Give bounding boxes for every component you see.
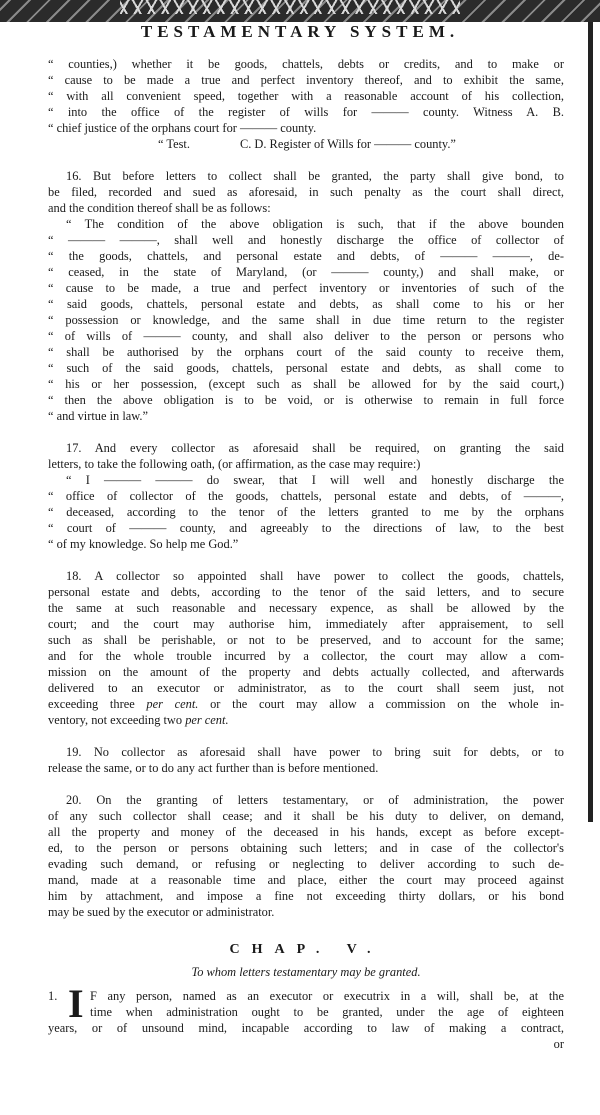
- text-line: “ into the office of the register of wills for ——— county. Witness A. B.: [48, 105, 564, 119]
- text-run: exceeding three: [48, 697, 147, 711]
- text-line: “ his or her possession, (except such as shall be allowed for by the said court,): [48, 377, 564, 391]
- text-line: “ shall be authorised by the orphans court of the said county to receive them,: [48, 345, 564, 359]
- drop-cap: I: [68, 981, 84, 1026]
- text-line: 18. A collector so appointed shall have power to collect the goods, chattels,: [66, 569, 564, 583]
- section-18: [48, 568, 564, 728]
- text-line: “ counties,) whether it be goods, chattels, debts or credits, and to make or: [48, 57, 564, 71]
- text-line: 17. And every collector as aforesaid shall be required, on granting the said: [66, 441, 564, 455]
- section-number: 1.: [48, 989, 58, 1003]
- text-line: and the condition thereof shall be as follows:: [48, 201, 271, 215]
- text-line: “ I ——— ——— do swear, that I will well and honestly discharge the: [66, 473, 564, 487]
- text-line: ed, to the person or persons obtaining such letters; and in case of the collector's: [48, 841, 564, 855]
- text-line: “ such of the said goods, chattels, personal estate and debts, as shall come to: [48, 361, 564, 375]
- text-line: such as shall be perishable, or not to be preserved, and to account for the same;: [48, 633, 564, 647]
- text-line: 16. But before letters to collect shall be granted, the party shall give bond, to: [66, 169, 564, 183]
- chapter-5-section-1: [48, 981, 564, 1036]
- text-line: “ ceased, in the state of Maryland, (or ——— county,) and shall make, or: [48, 265, 564, 279]
- text-line: “ then the above obligation is to be void, or is otherwise to remain in full force: [48, 393, 564, 407]
- text-line: “ with all convenient speed, together with a reasonable account of his collection,: [48, 89, 564, 103]
- continuation-block: [48, 56, 564, 152]
- text-line: and for the whole trouble incurred by a collector, the court may allow a com-: [48, 649, 564, 663]
- text-line: 20. On the granting of letters testamentary, or of administration, the power: [66, 793, 564, 807]
- text-line: “ court of ——— county, and agreeably to the directions of law, to the best: [48, 521, 564, 535]
- text-line: the same at such reasonable and necessary expence, as shall be allowed by the: [48, 601, 564, 615]
- section-16: [48, 168, 564, 424]
- page-body: [48, 56, 564, 1052]
- text-line: “ possession or knowledge, and the same shall in due time return to the register: [48, 313, 564, 327]
- text-line: may be sued by the executor or administrator.: [48, 905, 275, 919]
- text-run: or the court may allow a commission on the whole in-: [198, 697, 564, 711]
- text-line: F any person, named as an executor or executrix in a will, shall be, at the: [90, 989, 564, 1003]
- text-line: “ of wills of ——— county, and shall also deliver to the person or persons who: [48, 329, 564, 343]
- text-line: “ ——— ———, shall well and honestly discharge the office of collector of: [48, 233, 564, 247]
- text-line: mand, made at a reasonable time and place, either the court may proceed against: [48, 873, 564, 887]
- running-head: TESTAMENTARY SYSTEM.: [140, 22, 460, 41]
- text-line: 19. No collector as aforesaid shall have power to bring suit for debts, or to: [66, 745, 564, 759]
- text-line: “ cause to be made, a true and perfect inventory or inventories of such of the: [48, 281, 564, 295]
- italic-run: per cent.: [146, 697, 199, 711]
- text-line: “ of my knowledge. So help me God.”: [48, 537, 239, 551]
- text-line: letters, to take the following oath, (or affirmation, as the case may require:): [48, 457, 421, 471]
- text-line: him by attachment, and impose a fine not exceeding thirty dollars, or his bond: [48, 889, 564, 903]
- text-line: all the property and money of the deceased in his hands, except as before except-: [48, 825, 564, 839]
- text-line: release the same, or to do any act further than is before mentioned.: [48, 761, 379, 775]
- test-label: “ Test.: [158, 137, 190, 151]
- attestation-line: [48, 136, 564, 152]
- section-20: [48, 792, 564, 920]
- italic-run: per cent.: [185, 713, 229, 727]
- chapter-heading: CHAP. V.: [229, 942, 383, 957]
- text-line: delivered to an executor or administrator, as to the court shall seem just, not: [48, 681, 564, 695]
- text-line: “ and virtue in law.”: [48, 409, 149, 423]
- header-ornament-border: [0, 0, 600, 22]
- text-line: personal estate and debts, according to the tenor of the said letters, and to secure: [48, 585, 564, 599]
- section-19: [48, 744, 564, 776]
- page-edge-rule: [588, 22, 593, 822]
- section-17: [48, 440, 564, 552]
- catchword: or: [553, 1037, 564, 1051]
- text-line: “ chief justice of the orphans court for ——— county.: [48, 121, 317, 135]
- text-line: “ cause to be made a true and perfect inventory thereof, and to exhibit the same,: [48, 73, 564, 87]
- text-line: “ deceased, according to the tenor of the letters granted to me by the orphans: [48, 505, 564, 519]
- text-line: years, or of unsound mind, incapable according to law of making a contract,: [48, 1021, 564, 1035]
- text-run: ventory, not exceeding two: [48, 713, 186, 727]
- text-line: of any such collector shall cease; and it shall be his duty to deliver, on demand,: [48, 809, 564, 823]
- text-line: “ said goods, chattels, personal estate and debts, as shall come to his or her: [48, 297, 564, 311]
- text-line: mission on the amount of the property and debts actually collected, and afterwards: [48, 665, 564, 679]
- text-line: “ the goods, chattels, and personal estate and debts, of ——— ———, de-: [48, 249, 564, 263]
- text-line: court; and the court may authorise him, immediately after appraisement, to sell: [48, 617, 564, 631]
- text-line: time when administration ought to be granted, under the age of eighteen: [90, 1005, 564, 1019]
- text-line: be filed, recorded and sued as aforesaid, in such penalty as the court shall direct,: [48, 185, 564, 199]
- chapter-subtitle: To whom letters testamentary may be granted.: [191, 965, 421, 979]
- text-line: [48, 696, 564, 712]
- text-line: “ office of collector of the goods, chattels, personal estate and debts, of ———,: [48, 489, 564, 503]
- text-line: “ The condition of the above obligation is such, that if the above bounden: [66, 217, 564, 231]
- register-signature: C. D. Register of Wills for ——— county.”: [239, 137, 456, 151]
- text-line: evading such demand, or refusing or neglecting to deliver according to such de-: [48, 857, 564, 871]
- text-line: [48, 712, 564, 728]
